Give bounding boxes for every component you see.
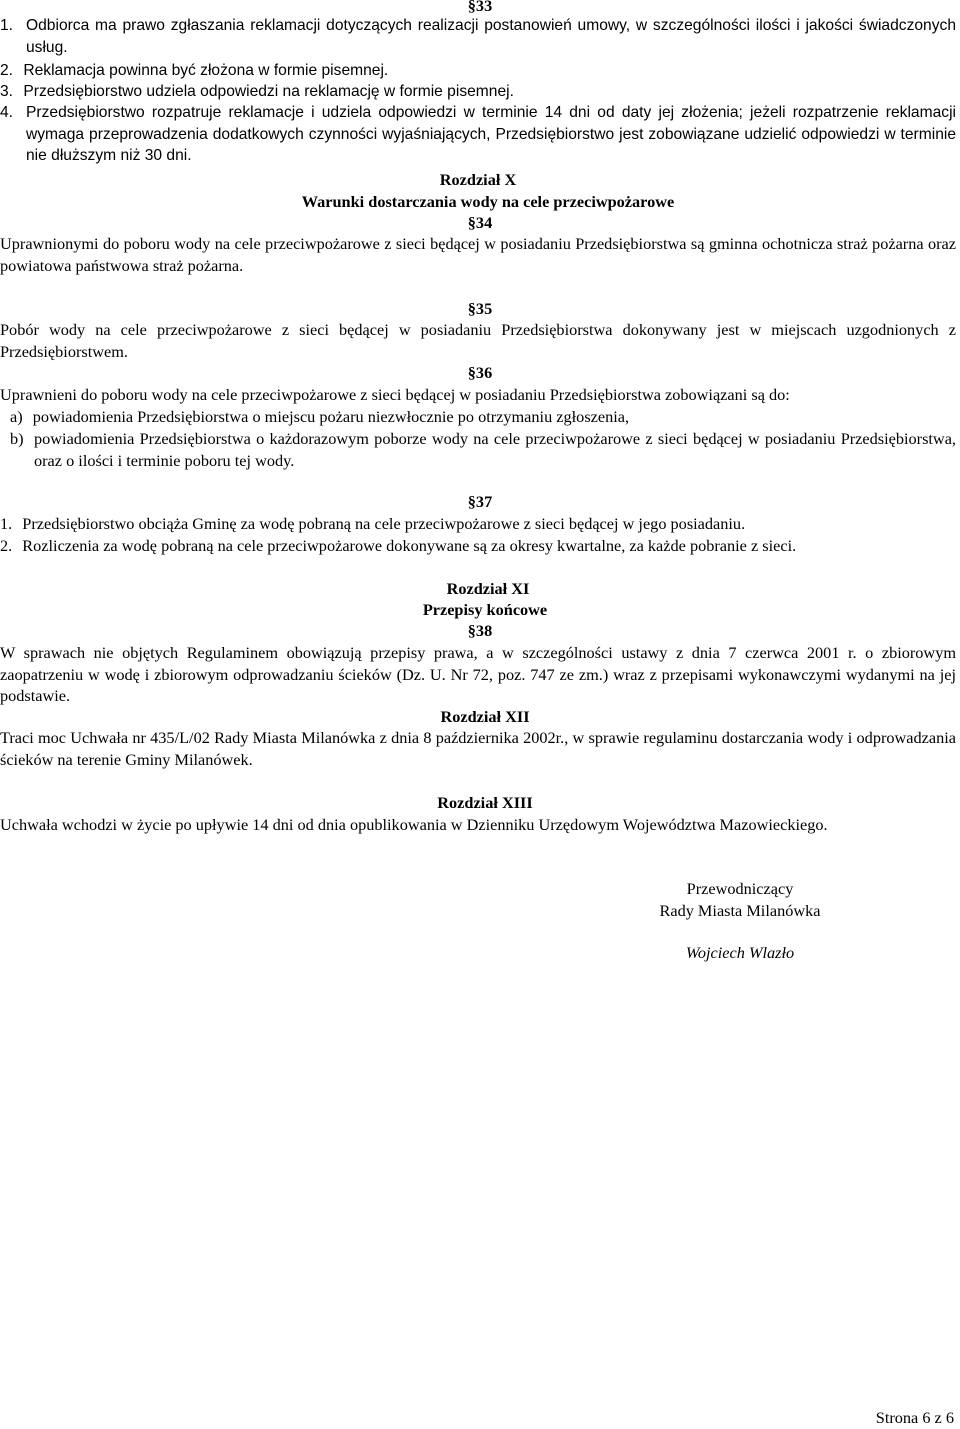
- s33-item-2: [0, 60, 388, 82]
- s37-item-2-text: Rozliczenia za wodę pobraną na cele przeciwpożarowe dokonywane są za okresy kwartalne, za każde pobranie z sieci.: [22, 536, 797, 555]
- s35-heading: §35: [467, 299, 493, 318]
- s33-item-1-num: 1.: [0, 17, 14, 34]
- s36-intro: Uprawnieni do poboru wody na cele przeciwpożarowe z sieci będącej w posiadaniu Przedsiębiorstwa zobowiązani są do:: [0, 385, 790, 404]
- s33-heading: §33: [467, 0, 493, 15]
- s37-item-2-num: 2.: [0, 536, 13, 555]
- s33-item-4: [0, 102, 956, 167]
- page-number: Strona 6 z 6: [875, 1408, 954, 1427]
- s36-item-a-text: powiadomienia Przedsiębiorstwa o miejscu pożaru niezwłocznie po otrzymaniu zgłoszenia,: [32, 407, 630, 426]
- chapter-10-title: Rozdział X: [439, 170, 517, 189]
- s38-text: W sprawach nie objętych Regulaminem obowiązują przepisy prawa, a w szczególności ustawy z dnia 7 czerwca 2001 r. o zbiorowym zaopatrzeniu w wodę i zbiorowym odprowadzaniu ścieków (Dz. U. Nr 72, poz. 747 ze zm.) wraz z przepisami wykonawczymi wydanymi na jej podstawie.: [0, 643, 956, 705]
- signature-name: Wojciech Wlazło: [685, 943, 795, 962]
- s37-item-2: [0, 535, 796, 557]
- s34-text: Uprawnionymi do poboru wody na cele przeciwpożarowe z sieci będącej w posiadaniu Przedsiębiorstwa są gminna ochotnicza straż pożarna oraz powiatowa państwowa straż pożarna.: [0, 234, 956, 275]
- chapter-12-text: Traci moc Uchwała nr 435/L/02 Rady Miasta Milanówka z dnia 8 października 2002r., w sprawie regulaminu dostarczania wody i odprowadzania ścieków na terenie Gminy Milanówek.: [0, 728, 956, 769]
- s33-item-2-text: Reklamacja powinna być złożona w formie pisemnej.: [23, 62, 389, 79]
- s36-item-a: [10, 406, 629, 428]
- s36-item-a-num: a): [10, 407, 23, 426]
- s37-item-1-text: Przedsiębiorstwo obciąża Gminę za wodę pobraną na cele przeciwpożarowe z sieci będącej w jego posiadaniu.: [22, 514, 746, 533]
- s37-item-1-num: 1.: [0, 514, 13, 533]
- s33-item-3-num: 3.: [0, 83, 14, 100]
- s33-item-3-text: Przedsiębiorstwo udziela odpowiedzi na reklamację w formie pisemnej.: [23, 83, 514, 100]
- s38-heading: §38: [467, 621, 493, 640]
- s35-text: Pobór wody na cele przeciwpożarowe z sieci będącej w posiadaniu Przedsiębiorstwa dokonywany jest w miejscach uzgodnionych z Przedsiębiorstwem.: [0, 320, 956, 361]
- chapter-11-subtitle: Przepisy końcowe: [422, 600, 548, 619]
- chapter-13-text: Uchwała wchodzi w życie po upływie 14 dni od dnia opublikowania w Dzienniku Urzędowym Województwa Mazowieckiego.: [0, 815, 828, 834]
- s33-item-3: [0, 81, 514, 103]
- s33-item-1: [0, 15, 956, 58]
- chapter-11-title: Rozdział XI: [446, 579, 530, 598]
- s33-item-2-num: 2.: [0, 62, 14, 79]
- s36-item-b-num: b): [10, 429, 24, 448]
- s34-heading: §34: [467, 213, 493, 232]
- chapter-10-subtitle: Warunki dostarczania wody na cele przeciwpożarowe: [301, 192, 675, 211]
- s36-item-b-text: powiadomienia Przedsiębiorstwa o każdorazowym poborze wody na cele przeciwpożarowe z sieci będącej w posiadaniu Przedsiębiorstwa, oraz o ilości i terminie poboru tej wody.: [34, 429, 956, 470]
- chapter-13-title: Rozdział XIII: [437, 793, 533, 812]
- s33-item-4-num: 4.: [0, 104, 14, 121]
- s37-item-1: [0, 513, 745, 535]
- s33-item-1-text: Odbiorca ma prawo zgłaszania reklamacji dotyczących realizacji postanowień umowy, w szczególności ilości i jakości świadczonych usług.: [26, 17, 956, 56]
- chapter-12-title: Rozdział XII: [440, 707, 530, 726]
- s33-item-4-text: Przedsiębiorstwo rozpatruje reklamacje i udziela odpowiedzi w terminie 14 dni od daty jej złożenia; jeżeli rozpatrzenie reklamacji wymaga przeprowadzenia dodatkowych czynności wyjaśniających, Przedsiębiorstwo jest zobowiązane udzielić odpowiedzi w terminie nie dłuższym niż 30 dni.: [26, 104, 956, 164]
- signature-role: Przewodniczący: [686, 879, 794, 898]
- s37-heading: §37: [467, 492, 493, 511]
- s36-heading: §36: [467, 363, 493, 382]
- s36-item-b: [10, 428, 956, 471]
- signature-body: Rady Miasta Milanówka: [659, 901, 821, 920]
